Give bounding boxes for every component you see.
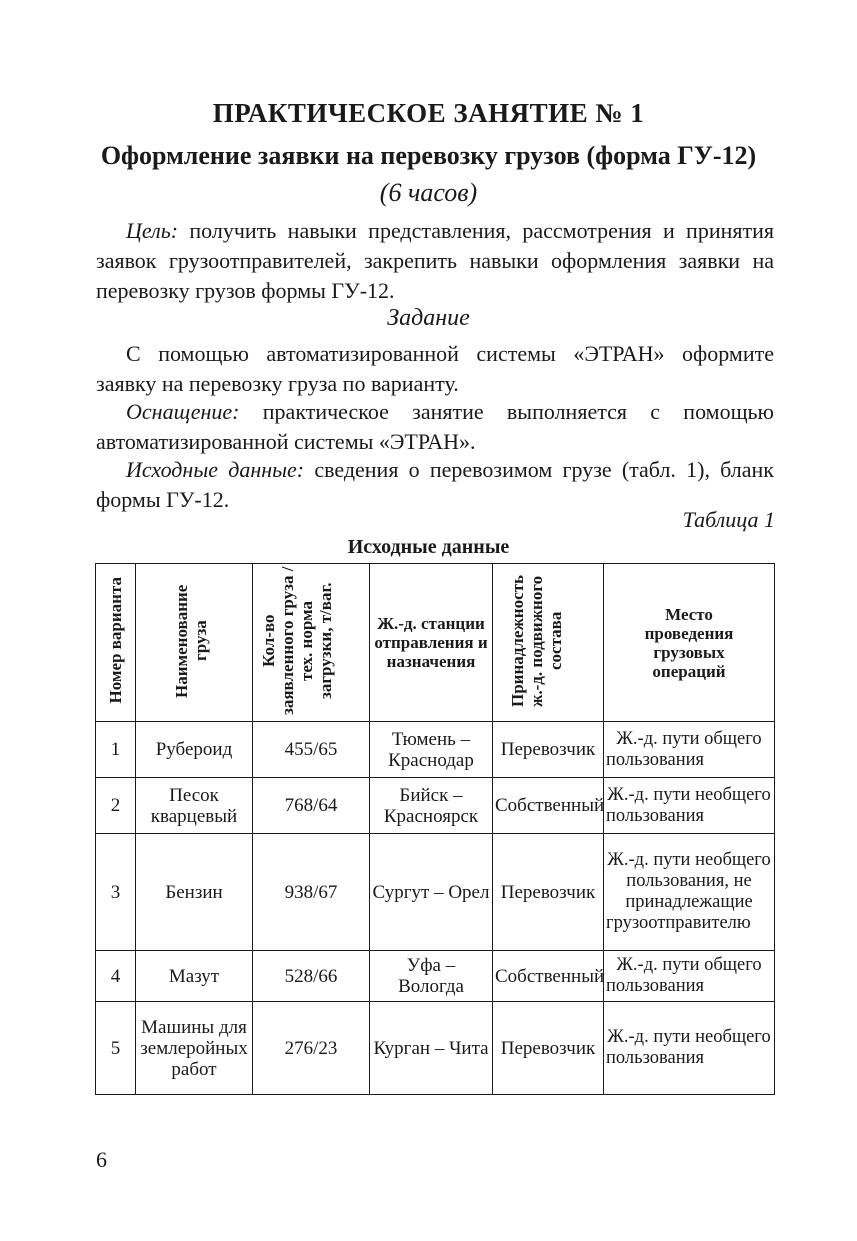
cell-cargo: Песок кварцевый (136, 778, 253, 834)
cell-place: Ж.-д. пути необщего пользования (604, 1002, 775, 1095)
page-subtitle: Оформление заявки на перевозку грузов (форма ГУ-12) (100, 141, 757, 170)
cell-variant: 2 (96, 778, 136, 834)
goal-lead: Цель: (126, 218, 179, 243)
cell-place: Ж.-д. пути необщего пользования, не принадлежащие грузоотправителю (604, 834, 775, 951)
cell-quantity: 528/66 (253, 951, 370, 1002)
cell-quantity: 768/64 (253, 778, 370, 834)
header-cargo: Наименование груза (136, 564, 253, 722)
cell-ownership: Собственный (493, 778, 604, 834)
cell-quantity: 938/67 (253, 834, 370, 951)
goal-paragraph (96, 216, 774, 306)
cell-ownership: Перевозчик (493, 722, 604, 778)
header-variant: Номер варианта (96, 564, 136, 722)
cell-ownership: Собственный (493, 951, 604, 1002)
equipment-lead: Оснащение: (126, 399, 240, 424)
cell-stations: Тюмень – Краснодар (370, 722, 493, 778)
cell-place: Ж.-д. пути общего пользования (604, 722, 775, 778)
table-title: Исходные данные (347, 536, 510, 558)
cell-variant: 4 (96, 951, 136, 1002)
cell-stations: Курган – Чита (370, 1002, 493, 1095)
source-data-text: сведения о перевозимом грузе (табл. 1), бланк формы ГУ-12. (96, 457, 774, 512)
source-data-table (95, 563, 775, 1095)
cell-ownership: Перевозчик (493, 1002, 604, 1095)
cell-variant: 3 (96, 834, 136, 951)
page-title: ПРАКТИЧЕСКОЕ ЗАНЯТИЕ № 1 (212, 98, 645, 128)
source-data-paragraph (96, 455, 774, 515)
cell-stations: Бийск – Красноярск (370, 778, 493, 834)
table-row (96, 778, 775, 834)
cell-place: Ж.-д. пути общего пользования (604, 951, 775, 1002)
cell-cargo: Рубероид (136, 722, 253, 778)
cell-variant: 5 (96, 1002, 136, 1095)
goal-text: получить навыки представления, рассмотрения и принятия заявок грузоотправителей, закрепить навыки оформления заявки на перевозку грузов формы ГУ-12. (96, 218, 774, 303)
cell-place: Ж.-д. пути необщего пользования (604, 778, 775, 834)
task-paragraph: С помощью автоматизированной системы «ЭТРАН» оформите заявку на перевозку груза по варианту. (96, 341, 774, 396)
cell-variant: 1 (96, 722, 136, 778)
cell-stations: Уфа – Вологда (370, 951, 493, 1002)
source-data-lead: Исходные данные: (126, 457, 305, 482)
header-stations: Ж.-д. станции отправления и назначения (370, 564, 493, 722)
task-heading: Задание (387, 305, 470, 331)
table-label: Таблица 1 (682, 507, 775, 532)
header-place: Место проведения грузовых операций (604, 564, 775, 722)
cell-cargo: Мазут (136, 951, 253, 1002)
table-row (96, 834, 775, 951)
table-row (96, 1002, 775, 1095)
cell-quantity: 276/23 (253, 1002, 370, 1095)
page-number: 6 (96, 1147, 107, 1172)
cell-stations: Сургут – Орел (370, 834, 493, 951)
header-quantity: Кол-во заявленного груза / тех. норма загрузки, т/ваг. (253, 564, 370, 722)
header-ownership: Принадлежность ж.-д. подвижного состава (493, 564, 604, 722)
table-row (96, 722, 775, 778)
cell-cargo: Машины для землеройных работ (136, 1002, 253, 1095)
duration-note: (6 часов) (379, 178, 478, 207)
cell-ownership: Перевозчик (493, 834, 604, 951)
equipment-text: практическое занятие выполняется с помощью автоматизированной системы «ЭТРАН». (96, 399, 774, 454)
table-header-row (96, 564, 775, 722)
equipment-paragraph (96, 397, 774, 457)
cell-quantity: 455/65 (253, 722, 370, 778)
table-row (96, 951, 775, 1002)
cell-cargo: Бензин (136, 834, 253, 951)
